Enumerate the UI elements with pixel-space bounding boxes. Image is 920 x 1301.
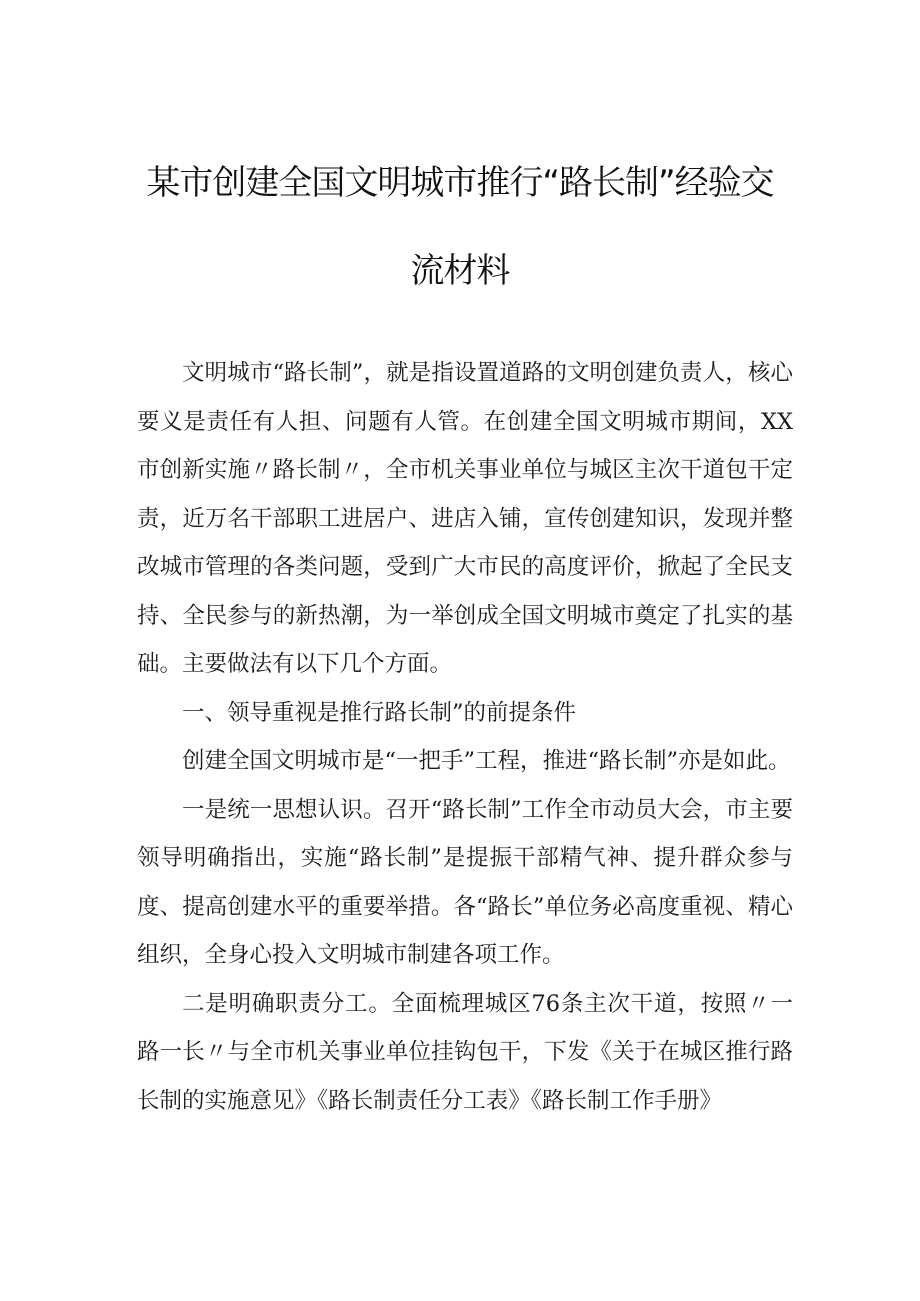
intro-paragraph: 文明城市“路长制”，就是指设置道路的文明创建负责人，核心要义是责任有人担、问题有人管。在创建全国文明城市期间，XX市创新实施〃路长制〃，全市机关事业单位与城区主次干道包干定责，近万名干部职工进居户、进店入铺，宣传创建知识，发现并整改城市管理的各类问题，受到广大市民的高度评价，掀起了全民支持、全民参与的新热潮，为一举创成全国文明城市奠定了扎实的基础。主要做法有以下几个方面。 (137, 360, 793, 677)
document-title-line1: 某市创建全国文明城市推行“路长制”经验交 (146, 163, 774, 203)
section-heading-1: 一、领导重视是推行路长制”的前提条件 (182, 699, 577, 726)
document-title-line2: 流材料 (410, 251, 510, 291)
document-body (137, 349, 793, 1125)
point-1-paragraph: 一是统一思想认识。召开“路长制”工作全市动员大会，市主要领导明确指出，实施“路长制”是提振干部精气神、提升群众参与度、提高创建水平的重要举措。各“路长”单位务必高度重视、精心组织，全身心投入文明城市制建各项工作。 (137, 796, 793, 968)
section-1-paragraph: 创建全国文明城市是“一把手”工程，推进“路长制”亦是如此。 (182, 748, 791, 774)
point-2-paragraph: 二是明确职责分工。全面梳理城区76条主次干道，按照〃一路一长〃与全市机关事业单位挂钩包干，下发《关于在城区推行路长制的实施意见》《路长制责任分工表》《路长制工作手册》 (137, 990, 793, 1114)
